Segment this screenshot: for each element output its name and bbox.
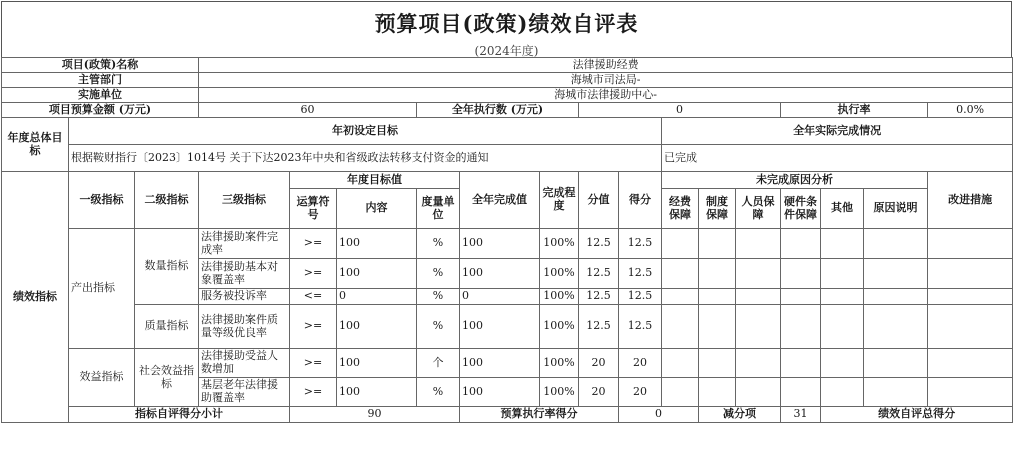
indicator-name: 法律援助基本对象覆盖率 — [199, 259, 290, 289]
header-operator: 运算符号 — [290, 189, 337, 229]
group-social: 社会效益指标 — [135, 349, 199, 407]
dept-value: 海城市司法局- — [199, 73, 1013, 88]
indicator-score: 20 — [619, 378, 662, 407]
header-annual-target: 年度目标值 — [290, 172, 460, 189]
indicator-actual: 100 — [460, 305, 540, 349]
indicator-unit: % — [417, 259, 460, 289]
group-quality: 质量指标 — [135, 305, 199, 349]
indicator-actual: 100 — [460, 349, 540, 378]
perf-label: 绩效指标 — [2, 172, 69, 423]
row-dept — [2, 73, 1013, 88]
total-label: 绩效自评总得分 — [821, 407, 1013, 423]
reason-funding-cell — [662, 289, 699, 305]
improve-cell — [928, 229, 1013, 259]
indicator-unit: % — [417, 378, 460, 407]
reason-staff-cell — [736, 349, 781, 378]
header-score: 得分 — [619, 172, 662, 229]
indicator-degree: 100% — [540, 229, 579, 259]
project-name-value: 法律援助经费 — [199, 58, 1013, 73]
reason-desc-cell — [864, 305, 928, 349]
indicator-actual: 0 — [460, 289, 540, 305]
reason-system-cell — [699, 349, 736, 378]
indicator-score: 12.5 — [619, 305, 662, 349]
page-title: 预算项目(政策)绩效自评表 — [374, 11, 639, 36]
indicator-name: 法律援助案件质量等级优良率 — [199, 305, 290, 349]
indicator-content: 100 — [337, 305, 417, 349]
indicator-degree: 100% — [540, 305, 579, 349]
reason-desc-cell — [864, 289, 928, 305]
subtotal-value: 90 — [290, 407, 460, 423]
project-name-label: 项目(政策)名称 — [2, 58, 199, 73]
reason-other-cell — [821, 378, 864, 407]
goal-initial-text: 根据鞍财指行〔2023〕1014号 关于下达2023年中央和省级政法转移支付资金的通知 — [69, 145, 662, 172]
page-subtitle: (2024年度) — [474, 44, 539, 58]
header-full-year: 全年完成值 — [460, 172, 540, 229]
indicator-operator: <= — [290, 289, 337, 305]
indicator-content: 100 — [337, 349, 417, 378]
reason-staff-cell — [736, 305, 781, 349]
subtotal-label: 指标自评得分小计 — [69, 407, 290, 423]
reason-funding-cell — [662, 229, 699, 259]
title-box — [1, 1, 1012, 58]
goal-actual-header: 全年实际完成情况 — [662, 118, 1013, 145]
reason-funding-cell — [662, 349, 699, 378]
header-reason-hardware: 硬件条件保障 — [781, 189, 821, 229]
header-completion: 完成程度 — [540, 172, 579, 229]
reason-system-cell — [699, 259, 736, 289]
reason-other-cell — [821, 349, 864, 378]
group-output: 产出指标 — [69, 229, 135, 349]
reason-system-cell — [699, 305, 736, 349]
indicator-content: 100 — [337, 229, 417, 259]
group-benefit: 效益指标 — [69, 349, 135, 407]
indicator-value: 12.5 — [579, 289, 619, 305]
indicator-value: 12.5 — [579, 229, 619, 259]
unit-label: 实施单位 — [2, 88, 199, 103]
goal-initial-header: 年初设定目标 — [69, 118, 662, 145]
header-reason-other: 其他 — [821, 189, 864, 229]
row-unit — [2, 88, 1013, 103]
reason-staff-cell — [736, 259, 781, 289]
rate-label: 执行率 — [781, 103, 928, 118]
reason-hardware-cell — [781, 378, 821, 407]
indicator-unit: % — [417, 229, 460, 259]
indicator-degree: 100% — [540, 378, 579, 407]
indicator-name: 基层老年法律援助覆盖率 — [199, 378, 290, 407]
reason-desc-cell — [864, 378, 928, 407]
header-score-value: 分值 — [579, 172, 619, 229]
indicator-operator: >= — [290, 259, 337, 289]
reason-desc-cell — [864, 259, 928, 289]
header-unit: 度量单位 — [417, 189, 460, 229]
indicator-content: 100 — [337, 259, 417, 289]
reason-staff-cell — [736, 289, 781, 305]
budget-value: 60 — [199, 103, 417, 118]
indicator-score: 20 — [619, 349, 662, 378]
indicator-name: 服务被投诉率 — [199, 289, 290, 305]
row-project-name — [2, 58, 1013, 73]
reason-hardware-cell — [781, 229, 821, 259]
indicator-operator: >= — [290, 378, 337, 407]
deduct-value: 31 — [781, 407, 821, 423]
indicator-score: 12.5 — [619, 289, 662, 305]
indicator-operator: >= — [290, 349, 337, 378]
reason-funding-cell — [662, 378, 699, 407]
reason-funding-cell — [662, 305, 699, 349]
indicator-unit: % — [417, 305, 460, 349]
improve-cell — [928, 289, 1013, 305]
header-reason-desc: 原因说明 — [864, 189, 928, 229]
reason-hardware-cell — [781, 289, 821, 305]
indicator-actual: 100 — [460, 378, 540, 407]
row-header-1 — [2, 172, 1013, 189]
header-content: 内容 — [337, 189, 417, 229]
evaluation-table — [1, 57, 1013, 423]
exec-value: 0 — [579, 103, 781, 118]
indicator-content: 0 — [337, 289, 417, 305]
group-quantity: 数量指标 — [135, 229, 199, 305]
indicator-degree: 100% — [540, 259, 579, 289]
reason-system-cell — [699, 378, 736, 407]
unit-value: 海城市法律援助中心- — [199, 88, 1013, 103]
reason-other-cell — [821, 259, 864, 289]
indicator-content: 100 — [337, 378, 417, 407]
indicator-degree: 100% — [540, 289, 579, 305]
header-level2: 二级指标 — [135, 172, 199, 229]
dept-label: 主管部门 — [2, 73, 199, 88]
reason-hardware-cell — [781, 259, 821, 289]
row-footer — [2, 407, 1013, 423]
reason-system-cell — [699, 229, 736, 259]
reason-system-cell — [699, 289, 736, 305]
indicator-unit: 个 — [417, 349, 460, 378]
indicator-name: 法律援助案件完成率 — [199, 229, 290, 259]
indicator-degree: 100% — [540, 349, 579, 378]
indicator-value: 20 — [579, 378, 619, 407]
header-improve: 改进措施 — [928, 172, 1013, 229]
header-reason-analysis: 未完成原因分析 — [662, 172, 928, 189]
improve-cell — [928, 378, 1013, 407]
indicator-value: 12.5 — [579, 259, 619, 289]
indicator-actual: 100 — [460, 259, 540, 289]
improve-cell — [928, 349, 1013, 378]
exec-score-value: 0 — [619, 407, 699, 423]
reason-staff-cell — [736, 378, 781, 407]
header-reason-staff: 人员保障 — [736, 189, 781, 229]
indicator-score: 12.5 — [619, 229, 662, 259]
row-budget — [2, 103, 1013, 118]
improve-cell — [928, 259, 1013, 289]
reason-other-cell — [821, 289, 864, 305]
row-goal-text — [2, 145, 1013, 172]
reason-other-cell — [821, 305, 864, 349]
header-reason-system: 制度保障 — [699, 189, 736, 229]
indicator-unit: % — [417, 289, 460, 305]
indicator-name: 法律援助受益人数增加 — [199, 349, 290, 378]
reason-other-cell — [821, 229, 864, 259]
goal-label: 年度总体目标 — [2, 118, 69, 172]
header-reason-funding: 经费保障 — [662, 189, 699, 229]
indicator-value: 12.5 — [579, 305, 619, 349]
reason-desc-cell — [864, 229, 928, 259]
indicator-operator: >= — [290, 305, 337, 349]
header-level1: 一级指标 — [69, 172, 135, 229]
table-row — [2, 229, 1013, 259]
row-goal-header — [2, 118, 1013, 145]
reason-funding-cell — [662, 259, 699, 289]
reason-hardware-cell — [781, 305, 821, 349]
indicator-operator: >= — [290, 229, 337, 259]
indicator-actual: 100 — [460, 229, 540, 259]
table-row — [2, 305, 1013, 349]
reason-staff-cell — [736, 229, 781, 259]
exec-label: 全年执行数 (万元) — [417, 103, 579, 118]
reason-desc-cell — [864, 349, 928, 378]
rate-value: 0.0% — [928, 103, 1013, 118]
exec-score-label: 预算执行率得分 — [460, 407, 619, 423]
indicator-value: 20 — [579, 349, 619, 378]
goal-actual-text: 已完成 — [662, 145, 1013, 172]
table-row — [2, 349, 1013, 378]
deduct-label: 减分项 — [699, 407, 781, 423]
reason-hardware-cell — [781, 349, 821, 378]
indicator-score: 12.5 — [619, 259, 662, 289]
improve-cell — [928, 305, 1013, 349]
budget-label: 项目预算金额 (万元) — [2, 103, 199, 118]
header-level3: 三级指标 — [199, 172, 290, 229]
